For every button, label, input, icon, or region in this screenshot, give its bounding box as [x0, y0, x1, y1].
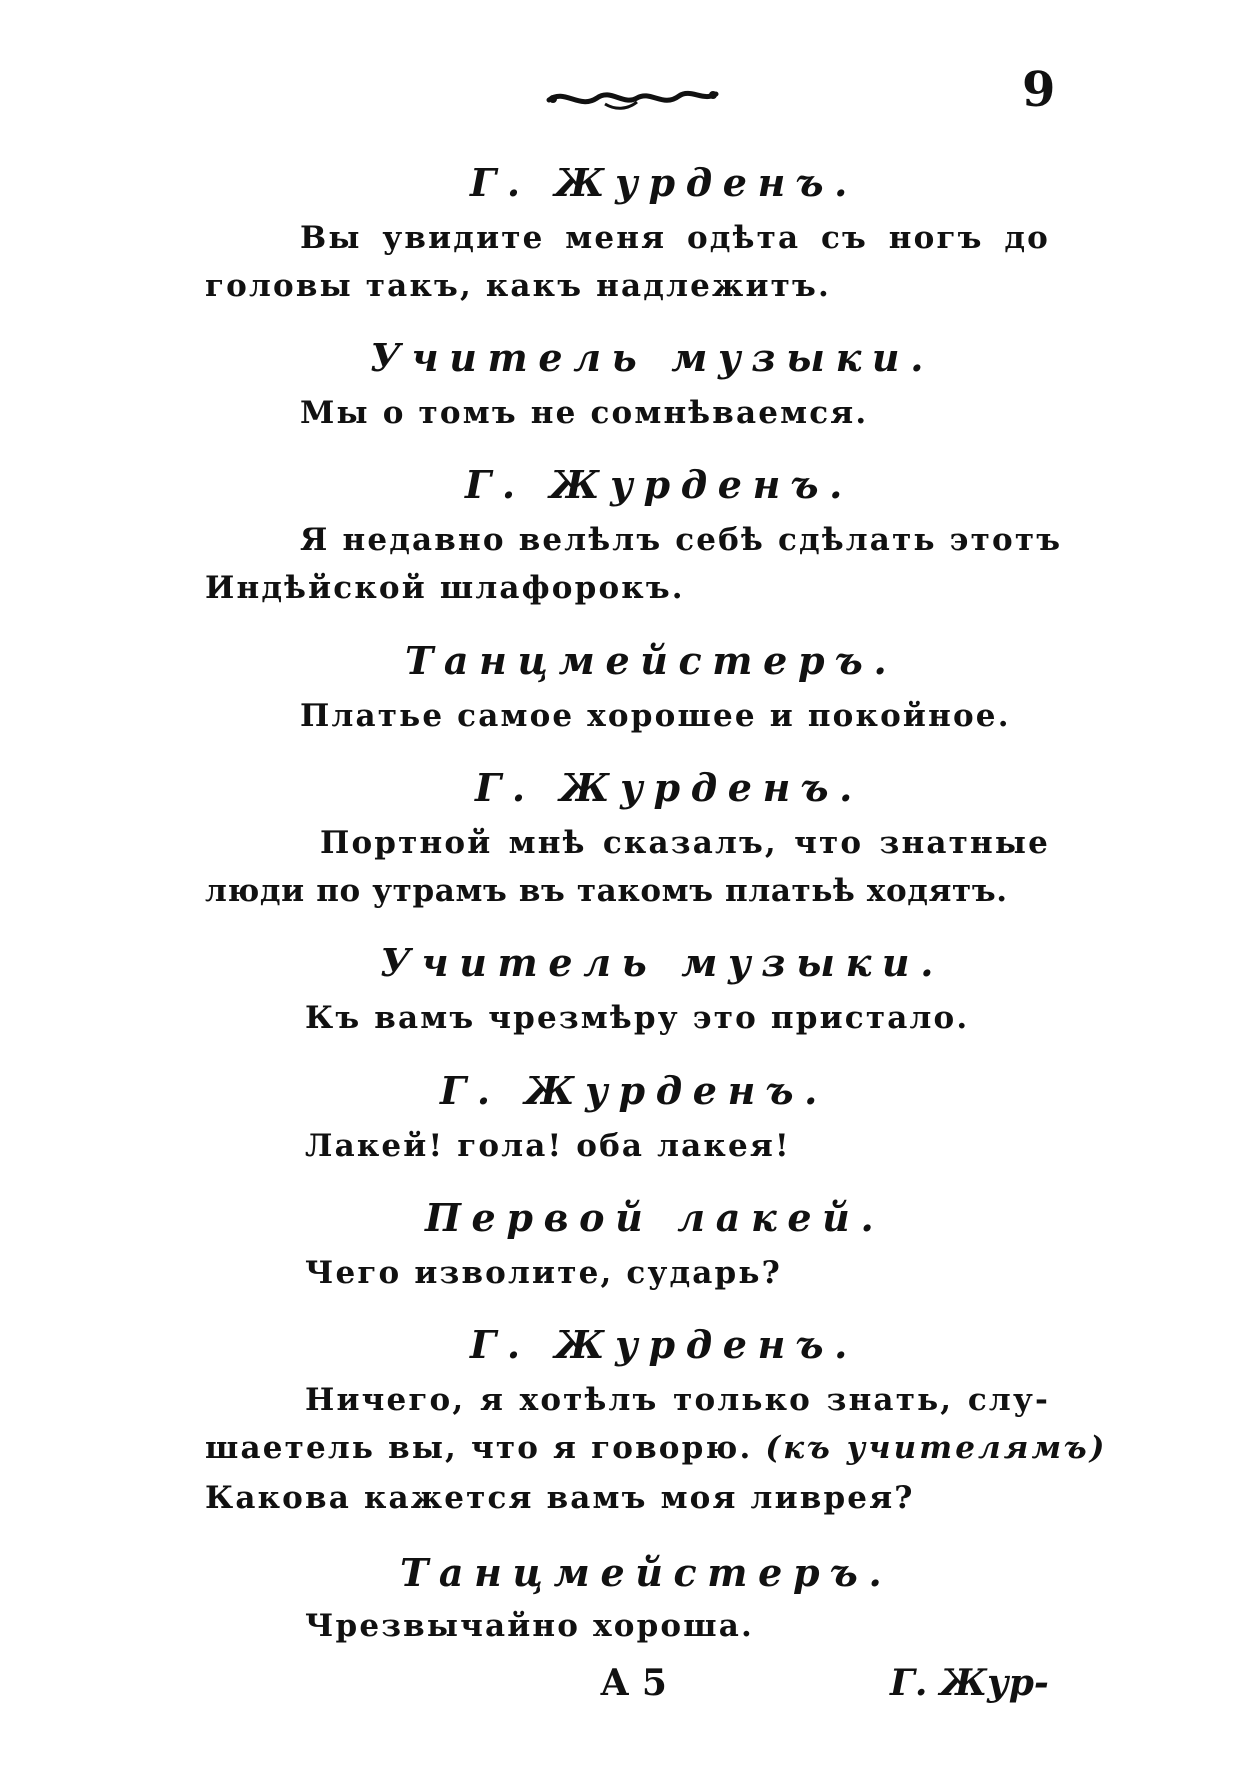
speaker-heading: Г. Журденъ. — [470, 1322, 859, 1367]
speaker-heading: Первой лакей. — [425, 1195, 885, 1240]
text-line: Вы увидите меня одѣта съ ногъ до — [300, 220, 1050, 256]
stage-direction: (къ учителямъ) — [765, 1430, 1108, 1466]
text-line: Какова кажется вамъ моя ливрея? — [205, 1480, 915, 1516]
text-line: Индѣйской шлафорокъ. — [205, 570, 685, 606]
speaker-heading: Танцмейстеръ. — [400, 1550, 893, 1595]
speaker-heading: Г. Журденъ. — [465, 462, 854, 507]
text-line: Мы о томъ не сомнѣваемся. — [300, 395, 869, 431]
text-line: Лакей! гола! оба лакея! — [305, 1128, 791, 1164]
text-line: Чрезвычайно хороша. — [305, 1608, 754, 1644]
speaker-heading: Г. Журденъ. — [440, 1068, 829, 1113]
signature-mark: А 5 — [600, 1662, 667, 1704]
text-line: люди по утрамъ въ такомъ платьѣ ходятъ. — [205, 873, 1008, 909]
speaker-heading: Танцмейстеръ. — [405, 638, 898, 683]
text-line: головы такъ, какъ надлежитъ. — [205, 268, 831, 304]
text-line: Портной мнѣ сказалъ, что знатные — [320, 825, 1050, 861]
text-line: Ничего, я хотѣлъ только знать, слу- — [305, 1382, 1050, 1418]
text-line — [205, 1430, 1108, 1466]
speaker-heading: Учитель музыки. — [370, 335, 935, 380]
page-number: 9 — [1022, 62, 1056, 118]
catchword — [890, 1662, 1049, 1704]
speaker-heading: Г. Журденъ. — [470, 160, 859, 205]
text-line-part: шаетель вы, что я говорю. — [205, 1430, 753, 1466]
catchword-text: Г. Жур- — [890, 1662, 1049, 1704]
speaker-heading: Учитель музыки. — [380, 940, 945, 985]
text-line: Платье самое хорошее и покойное. — [300, 698, 1011, 734]
speaker-heading: Г. Журденъ. — [475, 765, 864, 810]
text-line: Чего изволите, сударь? — [305, 1255, 782, 1291]
text-line: Къ вамъ чрезмѣру это пристало. — [305, 1000, 970, 1036]
text-line: Я недавно велѣлъ себѣ сдѣлать этотъ — [300, 522, 1063, 558]
ornament-icon — [545, 80, 720, 116]
